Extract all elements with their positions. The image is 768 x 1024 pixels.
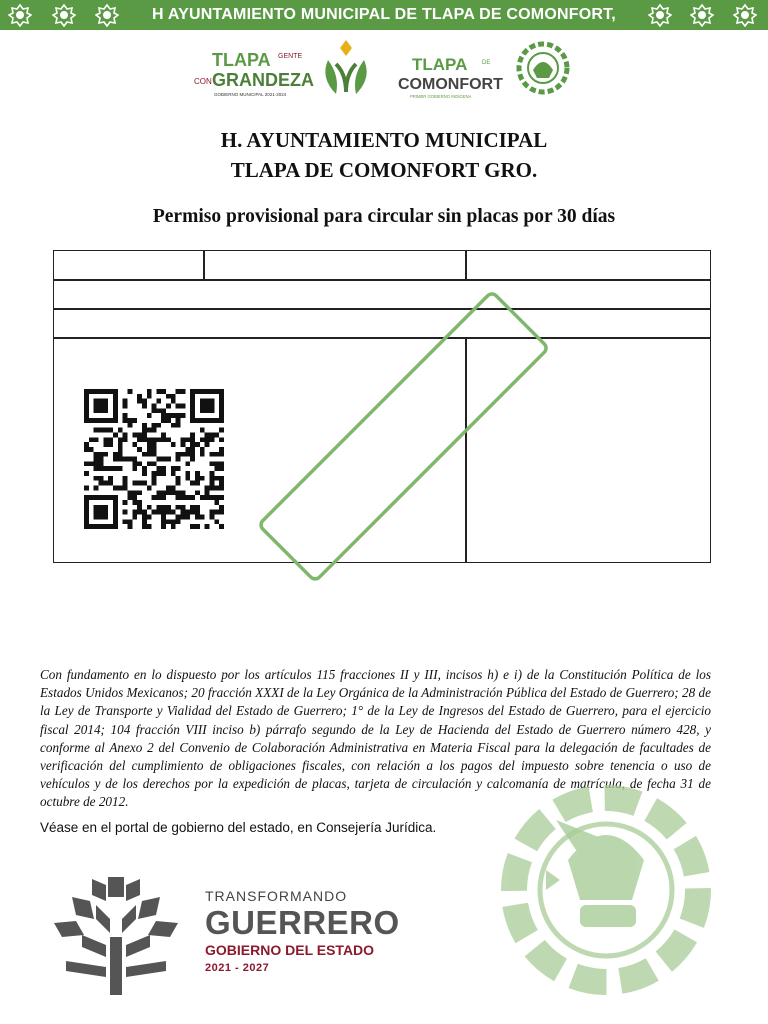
guerrero-wordmark (205, 888, 400, 974)
logo-con-text: CON (194, 77, 212, 86)
tlapa-grandeza-logo (190, 38, 370, 100)
qr-modules (84, 389, 224, 529)
guerrero-line-4: 2021 - 2027 (205, 962, 270, 974)
form-cell-right-area (465, 337, 711, 563)
comonfort-seal-icon (519, 44, 567, 92)
form-cell-row1-col1 (53, 250, 205, 281)
form-cell-row1-col2 (203, 250, 467, 281)
logo-subline-text: GOBIERNO MUNICIPAL 2021-2024 (214, 92, 287, 97)
logo2-subline-text: PRIMER GOBIERNO INDÍGENA (410, 94, 472, 99)
tlapa-comonfort-logo (398, 40, 573, 100)
heading-line-1: H. AYUNTAMIENTO MUNICIPAL (220, 128, 548, 152)
form-cell-row3 (53, 308, 711, 339)
municipal-emblem-icon (733, 3, 757, 27)
guerrero-line-2: GUERRERO (205, 904, 400, 941)
logo-grandeza-text: GRANDEZA (212, 70, 314, 90)
guerrero-line-3: GOBIERNO DEL ESTADO (205, 942, 375, 958)
portal-note: Véase en el portal de gobierno del estado, en Consejería Jurídica. (40, 820, 437, 835)
municipal-emblem-icon (8, 3, 32, 27)
logo2-de-text: DE (482, 60, 491, 66)
logo-tlapa-text: TLAPA (212, 50, 271, 70)
header-title: H AYUNTAMIENTO MUNICIPAL DE TLAPA DE COMONFORT, GRO. (152, 6, 616, 53)
header-bar (0, 0, 768, 53)
legal-foundation-text: Con fundamento en lo dispuesto por los artículos 115 fracciones II y III, incisos h) e i) de la Constitución Política de los Estados Unidos Mexicanos; 20 fracción XXXI de la Ley Orgánica de la Administración Pública del Estado de Guerrero; 28 de la Ley de Transporte y Vialidad del Estado de Guerrero; 1° de la Ley de Ingresos del Estado de Guerrero, para el ejercicio fiscal 2014; 104 fracción VIII inciso b) párrafo segundo de la Ley de Hacienda del Estado de Guerrero número 428, y conforme al Anexo 2 del Convenio de Colaboración Administrativa en Materia Fiscal para la delegación de facultades de verificación del cumplimiento de obligaciones fiscales, con relación a los pagos del impuesto sobre tenencia o uso de vehículos y de los derechos por la expedición de placas, tarjeta de circulación y calcomanía de matrícula, de fecha 31 de octubre de 2012. (40, 667, 711, 810)
tlapa-leaf-icon (325, 40, 366, 94)
qr-code[interactable] (84, 388, 224, 530)
municipal-emblem-icon (52, 3, 76, 27)
guerrero-tree-logo (52, 877, 180, 995)
form-cell-row1-col3 (465, 250, 711, 281)
heading-line-2: TLAPA DE COMONFORT GRO. (230, 158, 538, 182)
guerrero-line-1: TRANSFORMANDO (205, 888, 348, 904)
logo2-tlapa-text: TLAPA (412, 55, 468, 74)
logo-gente-text: GENTE (278, 53, 303, 60)
permit-title: Permiso provisional para circular sin placas por 30 días (152, 206, 616, 227)
municipal-emblem-icon (95, 3, 119, 27)
logo2-comonfort-text: COMONFORT (398, 76, 503, 93)
form-cell-row2 (53, 279, 711, 310)
municipal-emblem-icon (690, 3, 714, 27)
municipal-emblem-icon (648, 3, 672, 27)
